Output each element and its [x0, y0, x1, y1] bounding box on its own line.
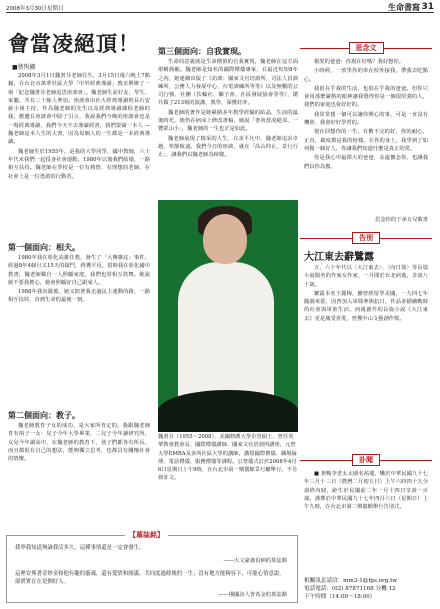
paragraph: 魏老師教育子女的成功，是大家所肯定的。我跟魏老師育有兩子一女：兒子今年大學畢業，二兒子今年讀研究所，女兒今年讀高中，在魏老師的教育下，孩子們都各有所長，而且都很有自己的想法，能夠獨立思考，也都具有關懷社會的情懷。 — [8, 423, 150, 463]
paragraph: 魏老師的著作是她累積多年教學經驗的結晶，生前的最後時光，她仍在病床上修改書稿，她說「書會當凌絕頂，一覽眾山小」，魏老師的一生也正是如此。 — [158, 109, 298, 133]
portrait-photo — [158, 200, 298, 432]
paragraph: 1980年我在彰化高雄任教，發生了「大傳雜誌」事件，經過8年4個月又15天的獄門，終獲平反，當時我在彰化國中教書，魏老師獨自一人照顧家庭，我們也常相互鼓舞。她說她不要我擔心，她會照顧好自己跟家人。 — [8, 255, 150, 286]
article-col2 — [158, 58, 298, 196]
subheading-2: 第二個面向：教子。 — [8, 410, 80, 420]
paragraph: ■ 黃暢李老太太園名茜蓮，慟於中華民國九十七年三月十三日（農曆二月初五日）上午六時四十五分壽終內寢，距生於民國前二年一月十四日享壽一百歲。謹擇於中華民國九十七年四月六日（星期日）上午九時，在台北市第二殯儀館舉行告別式。 — [304, 471, 428, 511]
paragraph: 小時候，一放學你的車在校外接我，帶我去吃點心。 — [304, 68, 428, 83]
memorial-letter — [304, 58, 428, 216]
photo-figure-face — [203, 214, 247, 264]
box-title-memorial: 思念文 — [300, 42, 432, 54]
contact-phone: 電話電話：(02) 87871168 分機 12 — [304, 586, 396, 592]
photo-caption: 魏書芬（1955～2008），美國修護大學企管碩士，曾任英華教會教會長、國際禮儀講師、國家文官培訓所講座，元智大學EMBA及多所社區大學的講師，講授國際禮儀、職場倫理、電話禮儀、服務禮儀等課程。公祭儀式訂於2008年4月6日星期日上午9時，在台北市第一殯儀館景行廳舉行，不另發訃文。 — [158, 434, 298, 482]
paragraph: 你是我心中最偉大的爸爸，永遠懷念你，也讓我們以你為傲。 — [304, 155, 428, 170]
farewell-text — [304, 264, 428, 436]
paragraph: 我常常想一個可以讓你開心的事，可是一直沒有機會，我會好好學習的。 — [304, 111, 428, 127]
paragraph: 1988年我出獄後，她又陪著我走過民主運動的路，一路相互扶持，直到生命的最後一刻。 — [8, 289, 150, 304]
epitaph-box — [6, 530, 298, 603]
issue-date: 2008年3月30日星期日 — [6, 6, 64, 12]
section-name: 生命書寫 — [388, 2, 420, 12]
article-title: 會當凌絕頂！ — [8, 31, 140, 56]
subheading-1: 第一個面向：相夫。 — [8, 242, 80, 252]
contact-email: 相關訊息請洽：mm3-1@fgs.org.tw — [304, 578, 398, 584]
paragraph: 我很在乎我的生活，也很在乎我的爸爸。但你只會用那麼嚴格的眼神讓我覺得你是一個很堅強的人，我們的家庭也會好好的。 — [304, 85, 428, 109]
paragraph: 2008年3月1日魏書芬老師往生，3月15日週六晚上7點鐘，在台北市萬華社區大學「中外經典導讀」教室舉辦了一場「紀念魏書芬老師追思座談會」。魏老師生前好友、學生、家屬，共有三十餘人參加。座談會由社大經典導讀班長石安慈小姐主持，作為魏老師的先生以及經典導讀課程老師的我，應邀在座談會中除了引言，我說我們今晚的座談會也是一場經典導讀，我們今天不去導讀經書，我們要讀一本人 — 魏老師這本人生的大書，因為每個人的一生都是一本經典導讀。 — [8, 73, 150, 146]
paragraph: 生命的意義就是生命價值的自我實現，魏老師在這方面堪稱典範。魏老師是知名的國際禮儀專家，在最近短短8年之內，她連續出版了《訪談：國家文官培訓所，司法人員訓練所，公務人力發展中心，台電訓練所等等》以及無數的公司行號、社團（扶輪社、獅子會、社區發展協會等等），總共做了213場的演講，教學，深獲好評。 — [158, 59, 298, 107]
paragraph: 現在回想你的一生，有數不完的好，你的耐心，正直，風度都是我的榜樣。在你的身上，我學到了如何做一個好人，你讓我們知道什麼是真正的愛。 — [304, 129, 428, 152]
epitaph-1-source: ——大文豪蕭伯納的墓誌銘 — [223, 558, 287, 564]
box-title-farewell: 告別 — [300, 232, 432, 244]
paragraph: 親愛的爸爸：你現在好嗎？我好想你。 — [314, 59, 405, 65]
obituary-text — [304, 470, 428, 574]
contact-hours: 下午時間（14:00～18:00） — [304, 594, 376, 600]
paragraph: 繁露本名王麗梅，雖曾經留學美國，一九四七年隨調來臺，因曾加入軍隊參與抗日，作品多描繪戰時的社會與軍旅生活，而後創作的長篇小說《大江東去》更是廣受喜愛，曾獲中山文藝創作獎。 — [304, 290, 428, 322]
article-col1c — [8, 422, 150, 530]
epitaph-2: 這裡安葬著奇妙金和他有趣的靈魂，還有愛情和圓滿，共同度過餘後的一生；沒有地方能夠容下，可能心情意說，卻實實在在是個好人。 — [15, 571, 285, 585]
epitaph-1: 我寧我知道無論我活多久，這種事情還是一定會發生。 — [15, 545, 145, 551]
paragraph: 魏老師展現了精采的人生，在求平凡中，魏老師追求卓越，寧靜致遠。我們今日的座談，就在「高山仰止，景行行止」，讓我們以魏老師為榜樣。 — [158, 135, 298, 159]
article-col1b — [8, 254, 150, 406]
paragraph: 魏老師生於1955年，是我的大學同學，國中教師，六十年代末我們一起投身社會運動。1980年以後我們結婚，一路相互扶持。魏老師在學校是一位有熱情、有理想的老師，在社會上是一位勇敢的行動者。 — [8, 148, 150, 180]
page-header — [6, 2, 434, 13]
photo-chair — [158, 390, 298, 432]
contact-info — [304, 577, 432, 601]
farewell-headline: 大江東去辭鷺露 — [304, 252, 374, 263]
box-title-obituary: 訃聞 — [300, 454, 432, 466]
epitaph-2-source: ——俄國詩人普希金的墓誌銘 — [218, 592, 287, 598]
byline: ■蔡恆顯 — [12, 64, 36, 71]
article-col1 — [8, 72, 150, 240]
epitaph-tag: 【慕誌銘】 — [125, 530, 168, 540]
memorial-signature: 思念你的于承女兒敬書 — [375, 217, 428, 223]
page-number: 31 — [421, 2, 434, 12]
subheading-3: 第三個面向：自我實現。 — [158, 46, 246, 56]
paragraph: 五、六十年代以〈大江東去〉、〈向日葵〉等長篇小說聞名的作家女作家，一月間於台北病逝，享壽八十歲。 — [304, 265, 428, 288]
